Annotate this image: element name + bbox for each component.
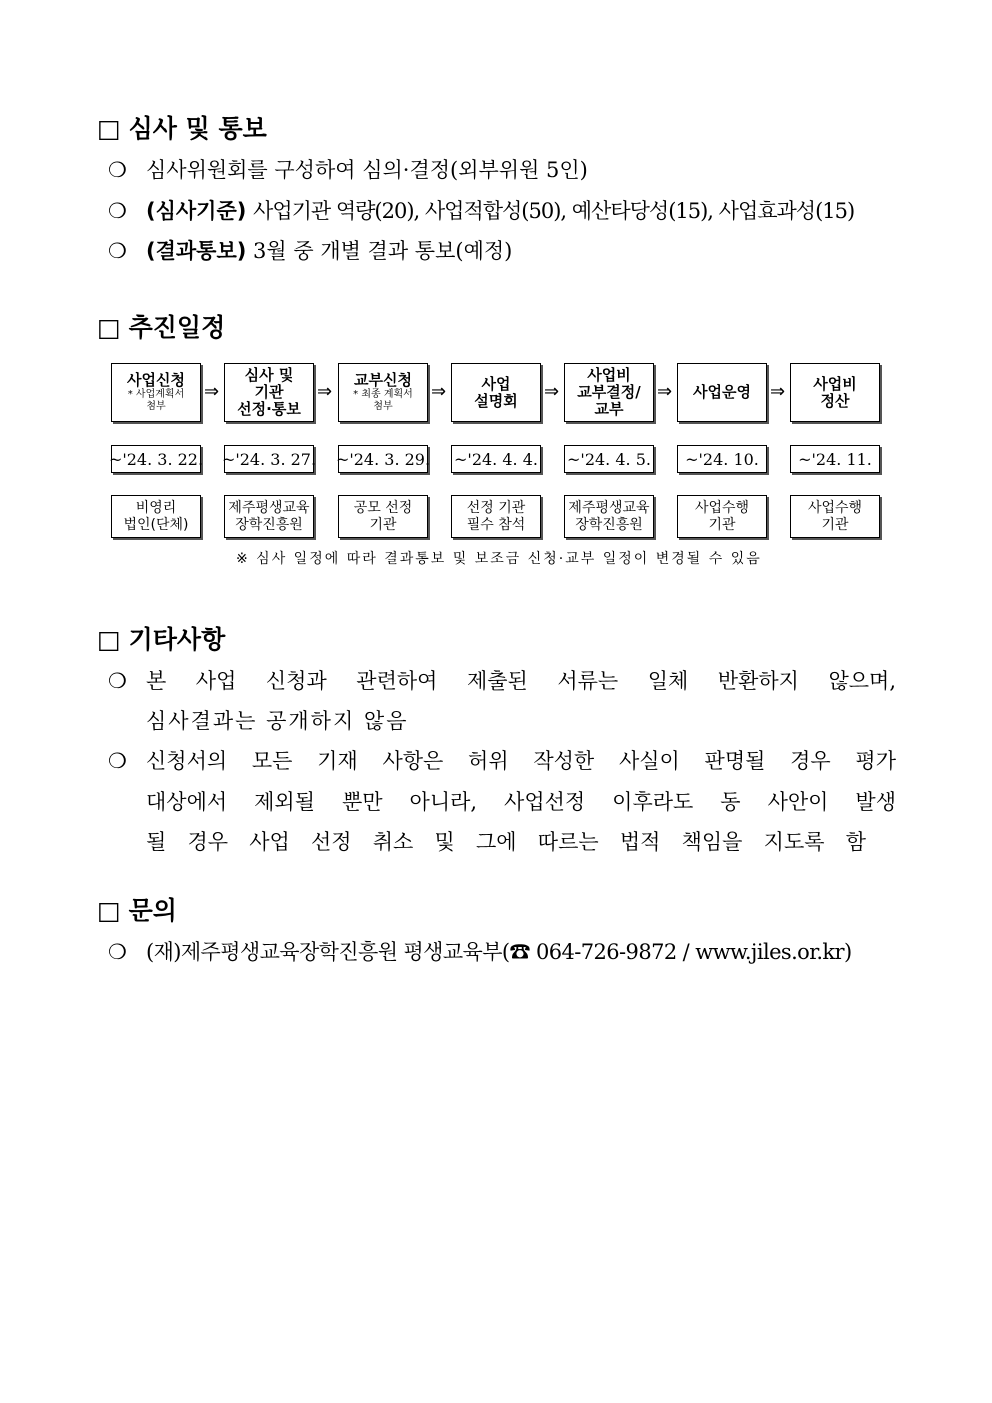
schedule-org: 공모 선정 기관 <box>338 495 428 538</box>
schedule-step: 사업비 교부결정/ 교부 <box>564 363 654 422</box>
schedule-org: 사업수행 기관 <box>790 495 880 538</box>
schedule-date: ~'24. 3. 27. <box>224 445 314 473</box>
arrow-right-icon: ⇒ <box>204 381 220 402</box>
schedule-date: ~'24. 10. <box>677 445 767 473</box>
list-item-text: 본 사업 신청과 관련하여 제출된 서류는 일체 반환하지 않으며, <box>146 669 896 693</box>
list-item: ❍ <box>108 669 127 693</box>
schedule-date: ~'24. 4. 4. <box>451 445 541 473</box>
arrow-right-icon: ⇒ <box>317 381 333 402</box>
schedule-org: 비영리 법인(단체) <box>111 495 201 538</box>
list-item-text: 대상에서 제외될 뿐만 아니라, 사업선정 이후라도 동 사안이 발생 <box>146 790 896 814</box>
section-heading-schedule: □ 추진일정 <box>97 313 226 342</box>
schedule-date: ~'24. 11. <box>790 445 880 473</box>
list-item-text: 신청서의 모든 기재 사항은 허위 작성한 사실이 판명될 경우 평가 <box>146 749 896 773</box>
list-item: ❍ 심사위원회를 구성하여 심의·결정(외부위원 5인) <box>108 158 588 182</box>
schedule-step: 사업 설명회 <box>451 363 541 422</box>
arrow-right-icon: ⇒ <box>544 381 560 402</box>
schedule-step: 교부신청 * 최종 계획서 첨부 <box>338 363 428 422</box>
list-item-text: 심사결과는 공개하지 않음 <box>146 709 409 733</box>
arrow-right-icon: ⇒ <box>431 381 447 402</box>
schedule-org: 제주평생교육 장학진흥원 <box>224 495 314 538</box>
list-item: ❍ (결과통보) 3월 중 개별 결과 통보(예정) <box>108 239 513 263</box>
schedule-date: ~'24. 4. 5. <box>564 445 654 473</box>
list-item: ❍ <box>108 749 127 773</box>
section-title: 문의 <box>128 896 177 925</box>
section-title: 심사 및 통보 <box>128 114 267 143</box>
section-heading-review: □ 심사 및 통보 <box>97 114 267 143</box>
schedule-org: 제주평생교육 장학진흥원 <box>564 495 654 538</box>
section-title: 추진일정 <box>128 313 226 342</box>
schedule-org: 사업수행 기관 <box>677 495 767 538</box>
schedule-org: 선정 기관 필수 참석 <box>451 495 541 538</box>
section-heading-etc: □ 기타사항 <box>97 625 226 654</box>
schedule-step: 심사 및 기관 선정·통보 <box>224 363 314 422</box>
contact-line: ❍ (재)제주평생교육장학진흥원 평생교육부(☎ 064-726-9872 / www.jiles.or.kr) <box>108 940 852 964</box>
schedule-step: 사업운영 <box>677 363 767 422</box>
schedule-step: 사업비 정산 <box>790 363 880 422</box>
schedule-date: ~'24. 3. 29. <box>338 445 428 473</box>
phone-icon: ☎ <box>509 940 530 964</box>
arrow-right-icon: ⇒ <box>770 381 786 402</box>
schedule-note: ※ 심사 일정에 따라 결과통보 및 보조금 신청·교부 일정이 변경될 수 있음 <box>236 551 762 567</box>
schedule-step: 사업신청 * 사업계획서 첨부 <box>111 363 201 422</box>
list-item: ❍ (심사기준) 사업기관 역량(20), 사업적합성(50), 예산타당성(15), 사업효과성(15) <box>108 199 855 223</box>
arrow-right-icon: ⇒ <box>657 381 673 402</box>
section-title: 기타사항 <box>128 625 226 654</box>
schedule-date: ~'24. 3. 22. <box>111 445 201 473</box>
section-heading-contact: □ 문의 <box>97 896 177 925</box>
list-item-text: 될 경우 사업 선정 취소 및 그에 따르는 법적 책임을 지도록 함 <box>146 830 866 854</box>
